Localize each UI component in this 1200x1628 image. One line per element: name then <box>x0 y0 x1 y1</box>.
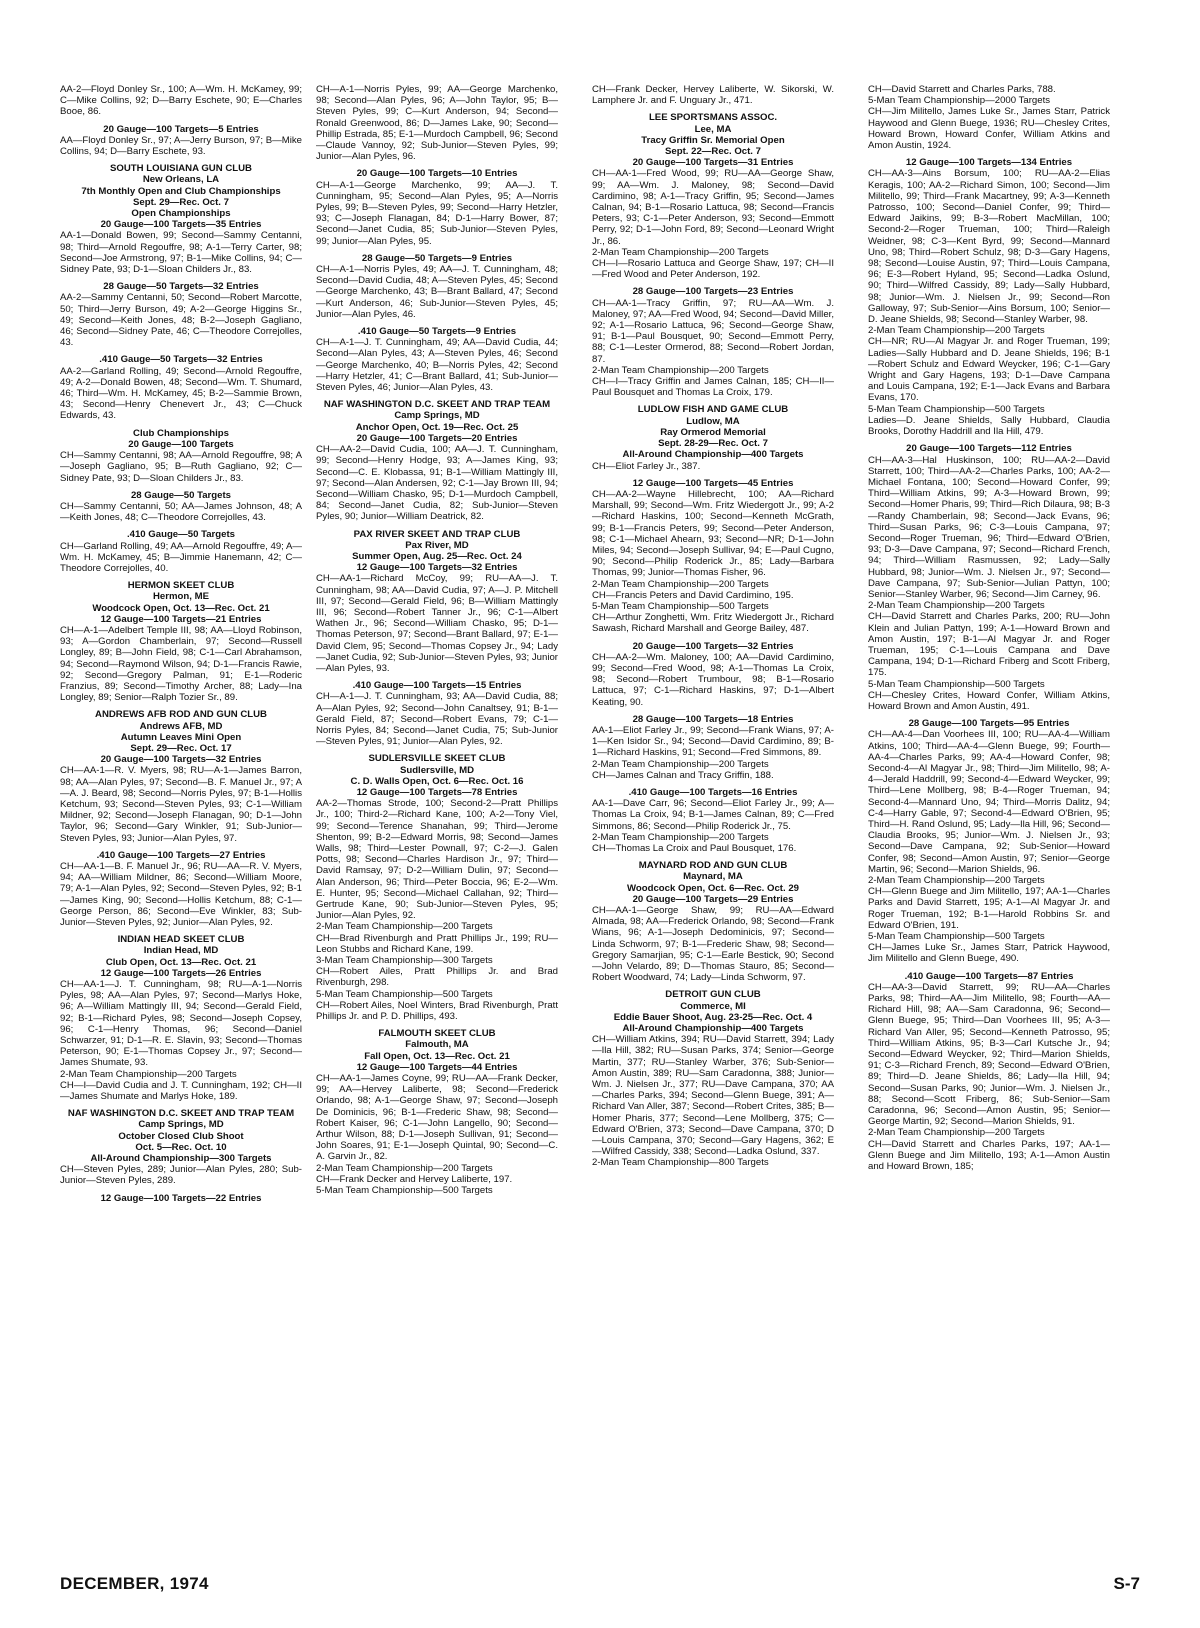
results-text: CH—AA-4—Dan Voorhees III, 100; RU—AA-4—William Atkins, 100; Third—AA-4—Glenn Buege, 99; Fourth—AA-4—Charles Parks, 99; AA-4—Howard Confer, 98; Second-4—Al Magyar Jr., 98; Third—Jim Militello, 98; A-4—Jerald Haddrill, 99; Second-4—Edward Weycker, 99; Third—Lene Mollberg, 98; B-4—Roger Trueman, 94; Second-4—Mannard Uno, 94; Third—Morris Dalitz, 94; C-4—Harry Gable, 97; Second-4—Edward O'Brien, 95; Third—H. Rand Oslund, 95; Lady—Ila Hill, 96; Second—Claudia Brooks, 95; Junior—Wm. J. Nielsen Jr., 93; Second—Dave Campana, 92; Sub-Senior—Howard Confer, 98; Second—Amon Austin, 97; Senior—George Martin, 96; Second—Marion Shields, 96. <box>868 729 1110 875</box>
results-text: CH—Steven Pyles, 289; Junior—Alan Pyles, 280; Sub-Junior—Steven Pyles, 289. <box>60 1164 302 1187</box>
results-text: CH—David Starrett and Charles Parks, 197; AA-1—Glenn Buege and Jim Militello, 193; A-1—Amon Austin and Howard Brown, 185; <box>868 1138 1110 1173</box>
section-heading: Sudlersville, MD <box>399 764 475 776</box>
results-text: CH—AA-3—Hal Huskinson, 100; RU—AA-2—David Starrett, 100; Third—AA-2—Charles Parks, 100; AA-2—Michael Fontana, 100; Second—Howard Confer, 99; Third—William Atkins, 99; A-3—Howard Brown, 99; Second—Homer Pharis, 99; Third—Rich Dilaura, 98; B-3—Randy Chamberlain, 98; Second—Jack Evans, 96; Third—Susan Parks, 96; C-3—Louis Campana, 97; Second—Roger Trueman, 96; Third—Edward O'Brien, 93; D-3—Dave Campana, 97; Second—Richard French, 94; Third—William Rasmussen, 92; Lady—Sally Hubbard, 98; Junior—Wm. J. Nielsen Jr., 97; Second—Dave Campana, 97; Sub-Senior—Julian Pattyn, 100; Senior—Stanley Warber, 96; Second—Jim Carney, 96. <box>868 454 1110 600</box>
results-block <box>592 787 834 854</box>
results-block <box>868 443 1110 712</box>
section-heading: NAF WASHINGTON D.C. SKEET AND TRAP TEAM <box>323 399 551 411</box>
results-text: CH—AA-1—Richard McCoy, 99; RU—AA—J. T. Cunningham, 98; AA—David Cudia, 97; A—J. P. Mitchell III, 97; Second—Gerald Field, 96; B—William Mattingly III, 96; Second—Robert Tanner Jr., 96; C-1—Albert Wathen Jr., 96; Second—William Chasko, 95; D-1—Thomas Peterson, 97; Second—Brant Ballard, 97; E-1—David Clem, 95; Second—Thomas Copsey Jr., 94; Lady—Janet Cudia, 92; Sub-Junior—Steven Pyles, 93; Junior—Alan Pyles, 93. <box>316 573 558 674</box>
results-text: CH—James Luke Sr., James Starr, Patrick Haywood, Jim Militello and Glenn Buege, 490. <box>868 942 1110 965</box>
results-text: 5-Man Team Championship—500 Targets <box>868 678 1045 690</box>
section-heading: 28 Gauge—100 Targets—23 Entries <box>632 286 794 298</box>
results-block <box>592 286 834 398</box>
section-heading: ANDREWS AFB ROD AND GUN CLUB <box>95 709 267 721</box>
results-text: CH—Frank Decker and Hervey Laliberte, 197. <box>316 1173 513 1185</box>
results-block <box>592 84 834 106</box>
section-heading: .410 Gauge—50 Targets—32 Entries <box>99 354 263 366</box>
results-text: CH—Frank Decker, Hervey Laliberte, W. Sikorski, W. Lamphere Jr. and F. Unguary Jr., 471. <box>592 84 834 107</box>
results-text: AA-2—Floyd Donley Sr., 100; A—Wm. H. McKamey, 99; C—Mike Collins, 92; D—Barry Eschete, 90; E—Charles Booe, 86. <box>60 84 302 118</box>
results-text: 5-Man Team Championship—500 Targets <box>868 931 1045 943</box>
results-text: CH—AA-2—Wayne Hillebrecht, 100; AA—Richard Marshall, 99; Second—Wm. Fritz Wiedergott Jr., 99; A-2—Richard Haskins, 100; Second—Kenneth McGrath, 99; B-1—Francis Peters, 99; Second—Peter Anderson, 98; C-1—Michael Ahearn, 93; Second—NR; D-1—John Miles, 94; Second—Joseph Sullivar, 94; E—Paul Cugno, 90; Second—Philip Roderick Jr., 85; Lady—Barbara Thomas, 99; Junior—Thomas Fisher, 96. <box>592 488 834 579</box>
section-heading: 28 Gauge—50 Targets <box>130 489 232 501</box>
results-text: CH—Francis Peters and David Cardimino, 195. <box>592 589 794 601</box>
results-text: CH—Garland Rolling, 49; AA—Arnold Regouffre, 49; A—Wm. H. McKamey, 45; B—Jimmie Hanemann, 42; C—Theodore Correjolles, 40. <box>60 540 302 574</box>
section-heading: 20 Gauge—100 Targets—31 Entries <box>632 157 794 169</box>
section-heading: All-Around Championship—300 Targets <box>90 1153 272 1165</box>
results-text: AA-1—Dave Carr, 96; Second—Eliot Farley Jr., 99; A—Thomas La Croix, 94; B-1—James Calnan, 89; C—Fred Simmons, 86; Second—Philip Roderick Jr., 75. <box>592 798 834 832</box>
results-text: CH—A-1—Norris Pyles, 99; AA—George Marchenko, 98; Second—Alan Pyles, 96; A—John Taylor, 95; B—Steven Pyles, 99; C—Kurt Anderson, 94; Second—Ronald Greenwood, 86; D—James Lake, 90; Second—Phillip Estrada, 85; E-1—Murdoch Campbell, 96; Second—Claude Vannoy, 92; Sub-Junior—Steven Pyles, 99; Junior—Alan Pyles, 96. <box>316 84 558 163</box>
results-text: CH—Thomas La Croix and Paul Bousquet, 176. <box>592 843 797 854</box>
section-heading: 12 Gauge—100 Targets—78 Entries <box>356 786 518 798</box>
section-heading: 20 Gauge—100 Targets—5 Entries <box>103 123 259 135</box>
section-heading: 20 Gauge—100 Targets—112 Entries <box>906 443 1072 455</box>
results-text: CH—Robert Ailes, Noel Winters, Brad Rivenburgh, Pratt Phillips Jr. and P. D. Phillips, 493. <box>316 999 558 1023</box>
section-heading: 20 Gauge—100 Targets <box>128 438 234 450</box>
results-text: 5-Man Team Championship—500 Targets <box>316 988 493 1000</box>
results-text: 2-Man Team Championship—200 Targets <box>592 578 769 590</box>
results-text: CH—AA-1—B. F. Manuel Jr., 96; RU—AA—R. V. Myers, 94; AA—William Mildner, 86; Second—William Moore, 79; A-1—Alan Pyles, 92; Second—Steven Pyles, 92; B-1—James King, 90; Second—Hollis Ketchum, 88; C-1—George Person, 86; Second—Eve Winkler, 83; Sub-Junior—Steven Pyles, 92; Junior—Alan Pyles, 92. <box>60 861 302 929</box>
results-block <box>60 529 302 574</box>
section-heading: Woodcock Open, Oct. 6—Rec. Oct. 29 <box>626 882 800 894</box>
results-text: CH—Arthur Zonghetti, Wm. Fritz Wiedergott Jr., Richard Sawash, Richard Marshall and George Bailey, 487. <box>592 612 834 635</box>
column-4 <box>868 84 1110 1172</box>
results-text: CH—David Starrett and Charles Parks, 788. <box>868 84 1056 95</box>
results-block <box>60 580 302 703</box>
results-block <box>868 971 1110 1173</box>
section-heading: Commerce, MI <box>680 1000 746 1012</box>
results-block <box>316 1028 558 1196</box>
results-text: CH—A-1—Norris Pyles, 49; AA—J. T. Cunningham, 48; Second—David Cudia, 48; A—Steven Pyles, 45; Second—George Marchenko, 43; B—Brant Ballard, 47; Second—Kurt Anderson, 46; Sub-Junior—Steven Pyles, 45; Junior—Alan Pyles, 46. <box>316 264 558 320</box>
results-text: CH—AA-3—David Starrett, 99; RU—AA—Charles Parks, 98; Third—AA—Jim Militello, 98; Fourth—AA—Richard Hill, 98; AA—Sam Caradonna, 96; Second—Glenn Buege, 95; Third—Dan Voorhees III, 95; A-3—Richard Van Aller, 95; Second—Kenneth Patrosso, 95; Third—William Atkins, 95; B-3—Carl Kutsche Jr., 94; Second—Edward Weycker, 92; Third—Marion Shields, 91; C-3—Richard French, 89; Second—Edward O'Brien, 89; Third—D. Jeane Shields, 86; Lady—Ila Hill, 94; Second—Susan Parks, 90; Junior—Wm. J. Nielsen Jr., 88; Second—Scott Friberg, 86; Sub-Senior—Sam Caradonna, 96; Second—Amon Austin, 95; Senior—George Martin, 92; Second—Marion Shields, 91. <box>868 981 1110 1128</box>
results-text: CH—Eliot Farley Jr., 387. <box>592 460 701 472</box>
results-block <box>868 718 1110 964</box>
results-text: CH—AA-2—David Cudia, 100; AA—J. T. Cunningham, 99; Second—Henry Hodge, 93; A—James King, 93; Second—C. E. Klobassa, 91; B-1—William Mattingly III, 97; Second—Alan Andersen, 92; C-1—Jay Brown III, 94; Second—William Chasko, 95; D-1—Murdoch Campbell, 84; Second—Janet Cudia, 82; Sub-Junior—Steven Pyles, 90; Junior—William Deatrick, 82. <box>316 444 558 523</box>
results-text: 2-Man Team Championship—200 Targets <box>592 758 769 770</box>
results-text: 2-Man Team Championship—200 Targets <box>60 1068 237 1080</box>
section-heading: 28 Gauge—100 Targets—18 Entries <box>632 713 794 725</box>
section-heading: Camp Springs, MD <box>394 410 480 422</box>
column-2 <box>316 84 558 1196</box>
results-text: CH—Brad Rivenburgh and Pratt Phillips Jr., 199; RU—Leon Stubbs and Richard Kane, 199. <box>316 932 558 955</box>
results-text: 2-Man Team Championship—800 Targets <box>592 1157 769 1169</box>
section-heading: Open Championships <box>131 208 231 220</box>
page-number: S-7 <box>1113 1574 1140 1593</box>
results-text: 2-Man Team Championship—200 Targets <box>868 1127 1045 1139</box>
results-block <box>60 490 302 524</box>
results-text: Ladies—D. Jeane Shields, Sally Hubbard, Claudia Brooks, Dorothy Haddrill and Ila Hill, 479. <box>868 414 1110 438</box>
section-heading: 12 Gauge—100 Targets—22 Entries <box>100 1192 262 1204</box>
section-heading: 28 Gauge—50 Targets—9 Entries <box>361 252 513 264</box>
results-block <box>316 529 558 675</box>
section-heading: Sept. 22—Rec. Oct. 7 <box>665 146 761 158</box>
results-text: CH—AA-1—R. V. Myers, 98; RU—A-1—James Barron, 98; AA—Alan Pyles, 97; Second—B. F. Manuel Jr., 97; A—A. J. Beard, 98; Second—Norris Pyles, 97; B-1—Hollis Ketchum, 93; Second—Steven Pyles, 93; C-1—William Mildner, 92; Second—Joseph Flanagan, 90; D-1—John Taylor, 96; Second—Gary Winkler, 91; Sub-Junior—Steven Pyles, 93; Junior—Alan Pyles, 97. <box>60 765 302 844</box>
section-heading: .410 Gauge—100 Targets—16 Entries <box>628 786 798 798</box>
results-block <box>316 399 558 522</box>
results-text: CH—AA-1—Fred Wood, 99; RU—AA—George Shaw, 99; AA—Wm. J. Maloney, 98; Second—David Cardimino, 98; A-1—Tracy Griffin, 95; Second—James Calnan, 94; B-1—Rosario Lattuca, 98; Second—Francis Peters, 93; C-1—Peter Anderson, 93; Second—Emmott Perry, 92; D-1—John Ford, 89; Second—Leonard Wright Jr., 86. <box>592 168 834 247</box>
section-heading: 20 Gauge—100 Targets—32 Entries <box>100 754 262 766</box>
section-heading: INDIAN HEAD SKEET CLUB <box>117 934 245 946</box>
section-heading: .410 Gauge—100 Targets—87 Entries <box>904 970 1074 982</box>
results-text: CH—Robert Ailes, Pratt Phillips Jr. and Brad Rivenburgh, 298. <box>316 966 558 989</box>
results-text: AA-1—Eliot Farley Jr., 99; Second—Frank Wians, 97; A-1—Ken Isidor Sr., 94; Second—David Cardimino, 89; B-1—Richard Haskins, 91; Second—Fred Simmons, 89. <box>592 724 834 759</box>
section-heading: MAYNARD ROD AND GUN CLUB <box>638 860 788 872</box>
results-block <box>60 1193 302 1204</box>
results-text: 2-Man Team Championship—200 Targets <box>316 921 493 933</box>
results-block <box>592 112 834 280</box>
results-text: CH—William Atkins, 394; RU—David Starrett, 394; Lady—Ila Hill, 382; RU—Susan Parks, 374; Senior—George Martin, 377; RU—Stanley Warber, 376; Sub-Senior—Amon Austin, 389; RU—Sam Caradonna, 388; Junior—Wm. J. Nielsen Jr., 377; RU—Dave Campana, 370; AA—Charles Parks, 394; Second—Glenn Buege, 391; A—Richard Van Aller, 387; Second—Robert Crites, 385; B—Homer Pharis, 377; Second—Lene Mollberg, 375; C—Edward O'Brien, 373; Second—Dave Campana, 370; D—Louis Campana, 370; Second—Gary Hagens, 362; E—Wilfred Cassidy, 338; Second—Ladka Oslund, 337. <box>592 1034 834 1158</box>
results-text: 5-Man Team Championship—500 Targets <box>316 1185 493 1197</box>
section-heading: Camp Springs, MD <box>138 1119 224 1131</box>
section-heading: PAX RIVER SKEET AND TRAP CLUB <box>353 528 521 540</box>
section-heading: SOUTH LOUISIANA GUN CLUB <box>110 163 252 175</box>
section-heading: DETROIT GUN CLUB <box>665 989 761 1001</box>
results-text: CH—A-1—J. T. Cunningham, 93; AA—David Cudia, 88; A—Alan Pyles, 92; Second—John Canaltsey, 91; B-1—Gerald Field, 87; Second—Robert Evans, 79; C-1—Norris Pyles, 84; Second—Janet Cudia, 75; Sub-Junior—Steven Pyles, 91; Junior—Alan Pyles, 92. <box>316 691 558 748</box>
results-block <box>60 124 302 158</box>
results-block <box>60 428 302 484</box>
results-text: CH—AA-1—J. T. Cunningham, 98; RU—A-1—Norris Pyles, 98; AA—Alan Pyles, 97; Second—Marlys Hoke, 96; A—William Mattingly III, 94; Second—Gerald Field, 92; B-1—Richard Pyles, 98; Second—Joseph Copsey, 96; C-1—Henry Thomas, 96; Second—Daniel Schwarzer, 91; D-1—R. E. Slavin, 93; Second—Thomas Peterson, 90; E-1—Thomas Copsey Jr., 97; Second—James Shumate, 93. <box>60 979 302 1069</box>
column-1 <box>60 84 302 1204</box>
results-block <box>592 714 834 781</box>
section-heading: Sept. 29—Rec. Oct. 7 <box>133 196 229 208</box>
results-text: CH—AA-1—James Coyne, 99; RU—AA—Frank Decker, 99; AA—Hervey Laliberte, 98; Second—Frederick Orlando, 98; A-1—George Shaw, 97; Second—Joseph De Dominicis, 96; B-1—Frederic Shaw, 98; Second—Robert Kaiser, 96; C-1—John Langello, 90; Second—Arthur Wilson, 88; D-1—Joseph Sullivan, 91; Second—John Soares, 91; E-1—Joseph Quintal, 90; Second—C. A. Garvin Jr., 82. <box>316 1073 558 1163</box>
results-block <box>60 709 302 843</box>
results-text: CH—AA-1—George Shaw, 99; RU—AA—Edward Almada, 98; AA—Frederick Orlando, 98; Second—Frank Wians, 96; A-1—Joseph Dedominicis, 97; Second—Linda Schworm, 97; B-1—Frederic Shaw, 98; Second—Gregory Samarjian, 95; C-1—Earle Bestick, 90; Second—John Velardo, 89; D—Thomas Stauro, 85; Second—Robert Woodward, 74; Lady—Linda Schworm, 97. <box>592 905 834 984</box>
section-heading: Autumn Leaves Mini Open <box>120 731 242 743</box>
results-text: CH—I—Rosario Lattuca and George Shaw, 197; CH—II—Fred Wood and Peter Anderson, 192. <box>592 258 834 281</box>
results-block <box>592 404 834 471</box>
section-heading: HERMON SKEET CLUB <box>127 580 235 592</box>
results-text: 3-Man Team Championship—300 Targets <box>316 955 493 967</box>
results-text: 5-Man Team Championship—500 Targets <box>868 403 1045 415</box>
section-heading: Falmouth, MA <box>405 1039 469 1051</box>
section-heading: 12 Gauge—100 Targets—21 Entries <box>100 613 262 625</box>
section-heading: Ray Ormerod Memorial <box>660 426 766 438</box>
section-heading: Sept. 29—Rec. Oct. 17 <box>130 742 232 754</box>
section-heading: Summer Open, Aug. 25—Rec. Oct. 24 <box>352 550 522 562</box>
results-block <box>316 680 558 747</box>
results-text: 2-Man Team Championship—200 Targets <box>592 364 769 376</box>
section-heading: Woodcock Open, Oct. 13—Rec. Oct. 21 <box>92 602 270 614</box>
results-block <box>60 281 302 348</box>
section-heading: 12 Gauge—100 Targets—45 Entries <box>632 477 794 489</box>
results-block <box>316 168 558 246</box>
results-block <box>60 354 302 421</box>
results-block <box>60 1108 302 1186</box>
results-text: CH—David Starrett and Charles Parks, 200; RU—John Klein and Julian Pattyn, 199; A-1—Howard Brown and Amon Austin, 197; B-1—Al Magyar Jr. and Roger Trueman, 195; C-1—Louis Campana and Dave Campana, 194; D-1—Richard Friberg and Scott Friberg, 175. <box>868 611 1110 679</box>
results-block <box>592 860 834 983</box>
section-heading: 20 Gauge—100 Targets—20 Entries <box>356 432 518 444</box>
section-heading: 7th Monthly Open and Club Championships <box>81 185 281 197</box>
results-text: 5-Man Team Championship—500 Targets <box>592 600 769 612</box>
results-text: CH—Jim Militello, James Luke Sr., James Starr, Patrick Haywood and Glenn Buege, 1936; RU—Chesley Crites, Howard Brown, Howard Confer, William Atkins and Amon Austin, 1924. <box>868 106 1110 152</box>
section-heading: Club Open, Oct. 13—Rec. Oct. 21 <box>105 956 257 968</box>
section-heading: 20 Gauge—100 Targets—32 Entries <box>632 640 794 652</box>
results-text: AA-2—Sammy Centanni, 50; Second—Robert Marcotte, 50; Third—Jerry Burson, 49; A-2—George Higgins Sr., 49; Second—Keith Jones, 48; B-2—Joseph Gagliano, 46; Second—Sidney Pate, 46; C—Theodore Correjolles, 43. <box>60 292 302 349</box>
section-heading: LUDLOW FISH AND GAME CLUB <box>637 404 789 416</box>
section-heading: FALMOUTH SKEET CLUB <box>378 1028 496 1040</box>
results-text: AA-2—Thomas Strode, 100; Second-2—Pratt Phillips Jr., 100; Third-2—Richard Kane, 100; A-2—Tony Viel, 99; Second—Terence Shanahan, 99; Third—Jerome Shenton, 99; B-2—Edward Morris, 98; Second—James Walls, 98; Third—Lester Pownall, 97; C-2—J. Galen Potts, 98; Second—Charles Hardison Jr., 97; Third—David Ramsay, 97; D-2—William Dulin, 97; Second—Alan Anderson, 96; Third—Peter Boccia, 96; E-2—Wm. E. Hunter, 95; Second—Michael Callahan, 92; Third—Gertrude Kane, 90; Sub-Junior—Steven Pyles, 95; Junior—Alan Pyles, 92. <box>316 798 558 922</box>
section-heading: Andrews AFB, MD <box>139 720 223 732</box>
section-heading: 12 Gauge—100 Targets—44 Entries <box>356 1061 518 1073</box>
results-text: CH—I—Tracy Griffin and James Calnan, 185; CH—II—Paul Bousquet and Thomas La Croix, 179. <box>592 376 834 399</box>
section-heading: New Orleans, LA <box>142 174 220 186</box>
results-text: CH—NR; RU—Al Magyar Jr. and Roger Trueman, 199; Ladies—Sally Hubbard and D. Jeane Shields, 196; B-1—Robert Schulz and Edward Weycker, 196; C-1—Gary Wright and Gary Hagens, 193; D-1—Dave Campana and Louis Campana, 192; E-1—Jack Evans and Barbara Evans, 170. <box>868 336 1110 404</box>
section-heading: Oct. 5—Rec. Oct. 10 <box>135 1141 227 1153</box>
results-text: AA—Floyd Donley Sr., 97; A—Jerry Burson, 97; B—Mike Collins, 94; D—Barry Eschete, 93. <box>60 134 302 158</box>
results-text: CH—I—David Cudia and J. T. Cunningham, 192; CH—II—James Shumate and Marlys Hoke, 189. <box>60 1079 302 1103</box>
results-block <box>316 84 558 162</box>
section-heading: 20 Gauge—100 Targets—29 Entries <box>632 893 794 905</box>
results-text: CH—AA-1—Tracy Griffin, 97; RU—AA—Wm. J. Maloney, 97; AA—Fred Wood, 94; Second—David Miller, 92; A-1—Rosario Lattuca, 96; Second—George Shaw, 91; B-1—Paul Bousquet, 90; Second—Emmott Perry, 88; C-1—Lester Ormerod, 88; Second—Robert Jordan, 87. <box>592 297 834 365</box>
section-heading: .410 Gauge—100 Targets—27 Entries <box>96 849 266 861</box>
results-block <box>868 84 1110 151</box>
section-heading: 20 Gauge—100 Targets—35 Entries <box>100 219 262 231</box>
results-text: 2-Man Team Championship—200 Targets <box>316 1162 493 1174</box>
section-heading: Sept. 28-29—Rec. Oct. 7 <box>658 438 768 450</box>
column-3 <box>592 84 834 1169</box>
results-text: CH—AA-2—Wm. Maloney, 100; AA—David Cardimino, 99; Second—Fred Wood, 98; A-1—Thomas La Croix, 98; Second—Robert Trumbour, 98; B-1—Rosario Lattuca, 97; C-1—Richard Haskins, 97; D-1—Albert Keating, 90. <box>592 651 834 708</box>
section-heading: Ludlow, MA <box>686 415 740 427</box>
section-heading: 12 Gauge—100 Targets—134 Entries <box>905 157 1073 169</box>
results-text: 2-Man Team Championship—200 Targets <box>592 246 769 258</box>
section-heading: Club Championships <box>133 427 229 439</box>
results-text: CH—Glenn Buege and Jim Militello, 197; AA-1—Charles Parks and David Starrett, 195; A-1—Al Magyar Jr. and Roger Trueman, 192; B-1—Harold Robbins Sr. and Edward O'Brien, 191. <box>868 886 1110 931</box>
results-text: 2-Man Team Championship—200 Targets <box>592 831 769 843</box>
results-text: 5-Man Team Championship—2000 Targets <box>868 95 1051 107</box>
results-text: 2-Man Team Championship—200 Targets <box>868 875 1045 887</box>
results-block <box>60 934 302 1102</box>
section-heading: 12 Gauge—100 Targets—32 Entries <box>356 562 518 574</box>
section-heading: SUDLERSVILLE SKEET CLUB <box>368 753 506 765</box>
section-heading: 20 Gauge—100 Targets—10 Entries <box>356 168 518 180</box>
section-heading: Hermon, ME <box>153 591 209 603</box>
section-heading: Tracy Griffin Sr. Memorial Open <box>641 134 785 146</box>
section-heading: Lee, MA <box>694 123 732 135</box>
results-text: 2-Man Team Championship—200 Targets <box>868 600 1045 612</box>
section-heading: Anchor Open, Oct. 19—Rec. Oct. 25 <box>355 421 519 433</box>
results-text: CH—A-1—J. T. Cunningham, 49; AA—David Cudia, 44; Second—Alan Pyles, 43; A—Steven Pyles, 46; Second—George Marchenko, 40; B—Norris Pyles, 42; Second—Harry Hetzler, 41; C—Brant Ballard, 41; Sub-Junior—Steven Pyles, 46; Junior—Alan Pyles, 43. <box>316 337 558 394</box>
results-text: CH—A-1—George Marchenko, 99; AA—J. T. Cunningham, 95; Second—Alan Pyles, 95; A—Norris Pyles, 99; B—Steven Pyles, 99; Second—Harry Hetzler, 93; C—Joseph Flanagan, 84; D-1—Harry Bower, 87; Second—Janet Cudia, 85; Sub-Junior—Steven Pyles, 99; Junior—Alan Pyles, 95. <box>316 179 558 247</box>
section-heading: LEE SPORTSMANS ASSOC. <box>648 112 778 124</box>
section-heading: Indian Head, MD <box>143 945 219 957</box>
results-text: AA-1—Donald Bowen, 99; Second—Sammy Centanni, 98; Third—Arnold Regouffre, 98; A-1—Terry Carter, 98; Second—Joe Armstrong, 97; B-1—Mike Collins, 94; C—Sidney Pate, 93; D-1—Sloan Childers Jr., 83. <box>60 230 302 276</box>
results-block <box>60 84 302 118</box>
section-heading: NAF WASHINGTON D.C. SKEET AND TRAP TEAM <box>67 1108 295 1120</box>
results-block <box>592 989 834 1168</box>
results-text: CH—A-1—Adelbert Temple III, 98; AA—Lloyd Robinson, 93; A—Gordon Chamberlain, 97; Second—Russell Longley, 89; B—John Field, 98; C-1—Carl Abrahamson, 94; Second—Raymond Wilson, 94; D-1—Francis Rawie, 92; Second—Gregory Palman, 91; E-1—Roderic Franzius, 89; Second—Timothy Archer, 88; Lady—Ina Longley, 89; Senior—Ralph Tozier Sr., 89. <box>60 624 302 704</box>
section-heading: All-Around Championship—400 Targets <box>622 449 804 461</box>
section-heading: 28 Gauge—100 Targets—95 Entries <box>908 718 1070 730</box>
section-heading: .410 Gauge—100 Targets—15 Entries <box>352 680 522 692</box>
results-text: AA-2—Garland Rolling, 49; Second—Arnold Regouffre, 49; A-2—Donald Bowen, 48; Second—Wm. T. Shumard, 46; Third—Wm. H. McKamey, 45; B-2—Sammie Brown, 43; Second—Henry Chenevert Jr., 43; C—Chuck Edwards, 43. <box>60 365 302 422</box>
results-text: CH—AA-3—Ains Borsum, 100; RU—AA-2—Elias Keragis, 100; AA-2—Richard Simon, 100; Second—Jim Militello, 99; Third—Frank Macartney, 99; A-3—Kenneth Patrosso, 100; Second—Daniel Confer, 99; Third—Edward Jaikins, 99; B-3—Robert MacMillan, 100; Second-2—Roger Trueman, 100; Third—Raleigh Weidner, 98; C-3—Kent Byrd, 99; Second—Mannard Uno, 98; Third—Robert Schulz, 98; D-3—Gary Hagens, 98; Second—Louise Austin, 97; Third—Louis Campana, 96; E-3—Robert Hyland, 95; Second—Ladka Oslund, 90; Third—Wilfred Cassidy, 89; Lady—Sally Hubbard, 98; Junior—Wm. J. Nielsen Jr., 99; Second—Ron Galloway, 97; Sub-Senior—Ains Borsum, 100; Senior—D. Jeane Shields, 98; Second—Stanley Warber, 98. <box>868 168 1110 326</box>
section-heading: 28 Gauge—50 Targets—32 Entries <box>103 281 259 293</box>
results-block <box>316 753 558 1022</box>
section-heading: C. D. Walls Open, Oct. 6—Rec. Oct. 16 <box>350 775 524 787</box>
results-text: CH—James Calnan and Tracy Griffin, 188. <box>592 769 774 781</box>
results-block <box>316 253 558 320</box>
results-block <box>60 163 302 275</box>
section-heading: Maynard, MA <box>683 871 743 883</box>
section-heading: Pax River, MD <box>405 539 469 551</box>
results-block <box>592 641 834 708</box>
results-block <box>316 326 558 393</box>
results-text: CH—Sammy Centanni, 50; AA—James Johnson, 48; A—Keith Jones, 48; C—Theodore Correjolles, 43. <box>60 500 302 524</box>
results-text: 2-Man Team Championship—200 Targets <box>868 325 1045 337</box>
section-heading: All-Around Championship—400 Targets <box>622 1023 804 1035</box>
section-heading: .410 Gauge—50 Targets <box>126 529 236 541</box>
issue-date: DECEMBER, 1974 <box>60 1574 209 1593</box>
section-heading: .410 Gauge—50 Targets—9 Entries <box>357 326 517 338</box>
results-text: CH—Chesley Crites, Howard Confer, William Atkins, Howard Brown and Amon Austin, 491. <box>868 689 1110 712</box>
results-block <box>868 157 1110 437</box>
section-heading: 12 Gauge—100 Targets—26 Entries <box>100 967 262 979</box>
section-heading: October Closed Club Shoot <box>118 1130 244 1142</box>
section-heading: Fall Open, Oct. 13—Rec. Oct. 21 <box>364 1050 510 1062</box>
results-block <box>60 850 302 928</box>
results-block <box>592 478 834 635</box>
results-text: CH—Sammy Centanni, 98; AA—Arnold Regouffre, 98; A—Joseph Gagliano, 95; B—Ruth Gagliano, 92; C—Sidney Pate, 93; D—Sloan Childers Jr., 83. <box>60 450 302 484</box>
section-heading: Eddie Bauer Shoot, Aug. 23-25—Rec. Oct. 4 <box>613 1011 813 1023</box>
